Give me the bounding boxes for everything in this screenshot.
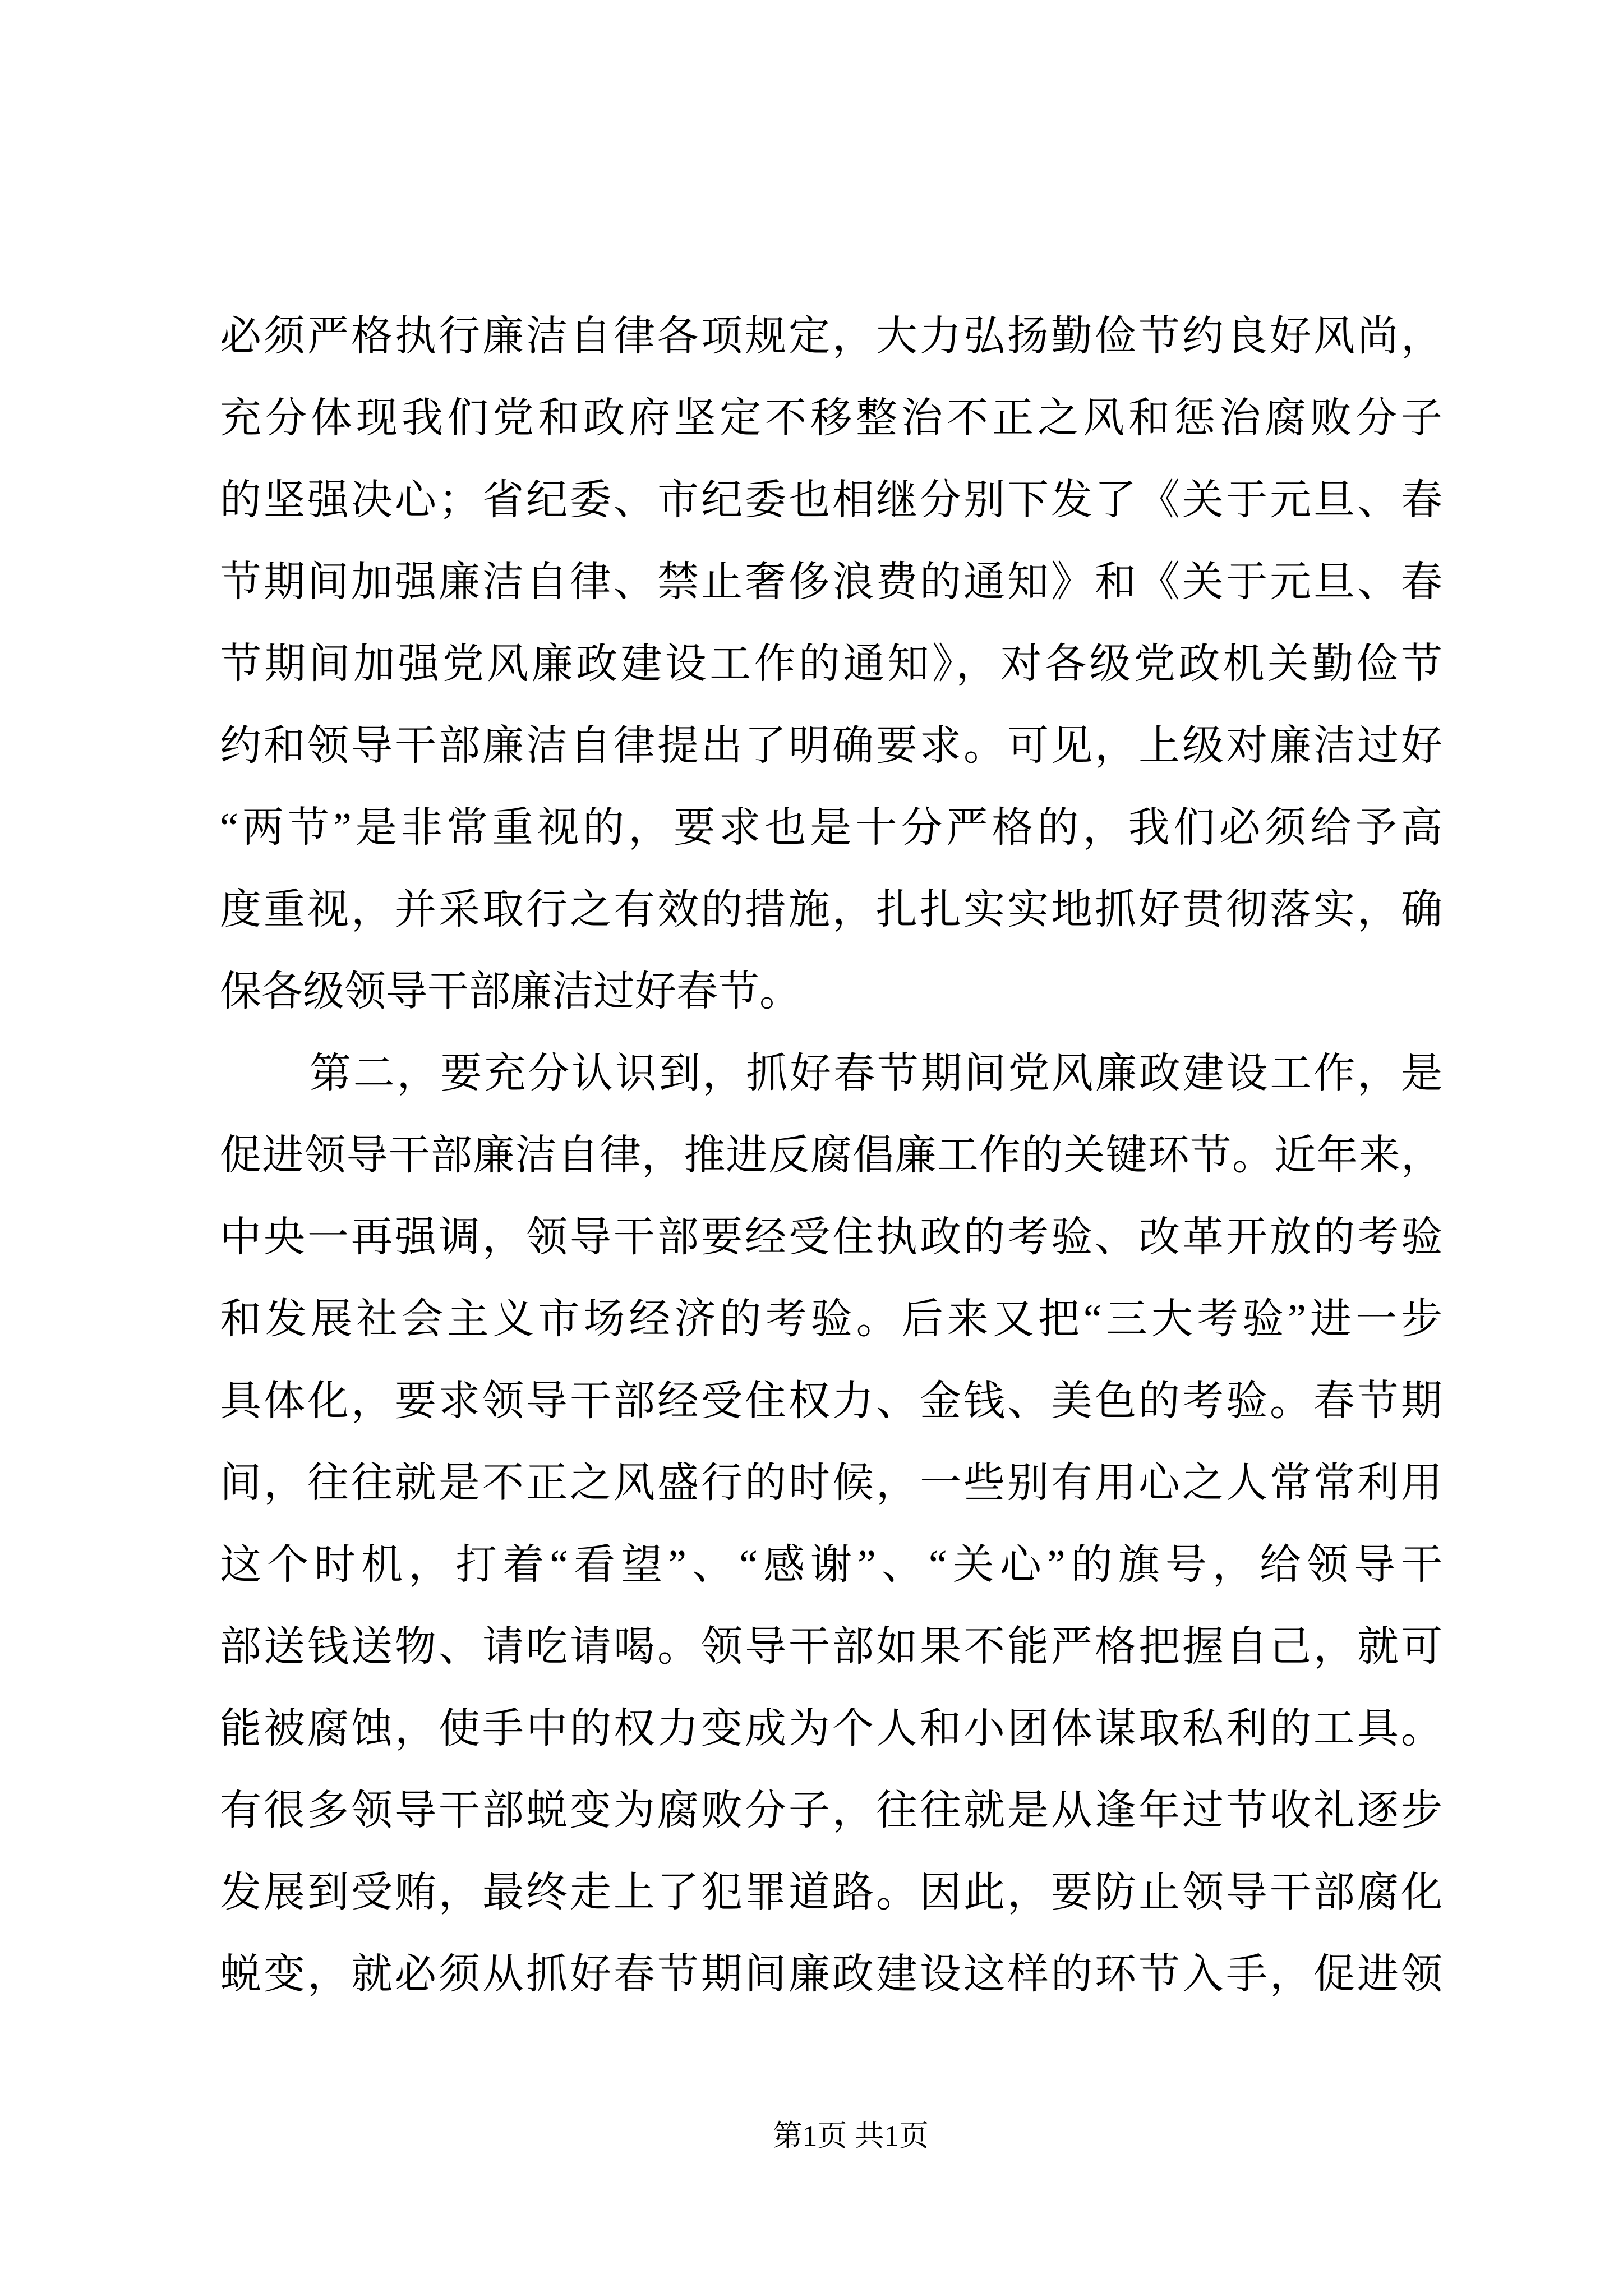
body-line: 发展到受贿，最终走上了犯罪道路。因此，要防止领导干部腐化: [220, 1870, 1442, 1916]
body-line: 度重视，并采取行之有效的措施，扎扎实实地抓好贯彻落实，确: [220, 887, 1442, 933]
body-line: 中央一再强调，领导干部要经受住执政的考验、改革开放的考验: [220, 1214, 1442, 1260]
body-line: 这个时机，打着“看望”、“感谢”、“关心”的旗号，给领导干: [220, 1542, 1442, 1588]
body-line: 第二，要充分认识到，抓好春节期间党风廉政建设工作，是: [310, 1051, 1442, 1097]
body-line: 促进领导干部廉洁自律，推进反腐倡廉工作的关键环节。近年来，: [220, 1133, 1442, 1179]
body-line: 充分体现我们党和政府坚定不移整治不正之风和惩治腐败分子: [220, 395, 1442, 441]
body-line: 节期间加强廉洁自律、禁止奢侈浪费的通知》和《关于元旦、春: [220, 559, 1442, 605]
body-line: 有很多领导干部蜕变为腐败分子，往往就是从逢年过节收礼逐步: [220, 1788, 1442, 1834]
body-line: 能被腐蚀，使手中的权力变成为个人和小团体谋取私利的工具。: [220, 1706, 1442, 1752]
page-number-label: 第1页 共1页: [772, 2120, 929, 2152]
body-line: 约和领导干部廉洁自律提出了明确要求。可见，上级对廉洁过好: [220, 723, 1442, 769]
body-line: 部送钱送物、请吃请喝。领导干部如果不能严格把握自己，就可: [220, 1624, 1442, 1670]
body-line: 的坚强决心；省纪委、市纪委也相继分别下发了《关于元旦、春: [220, 477, 1442, 523]
body-line: 节期间加强党风廉政建设工作的通知》，对各级党政机关勤俭节: [220, 641, 1442, 687]
body-line: 蜕变，就必须从抓好春节期间廉政建设这样的环节入手，促进领: [220, 1952, 1442, 1998]
body-line: 具体化，要求领导干部经受住权力、金钱、美色的考验。春节期: [220, 1378, 1442, 1424]
body-line: “两节”是非常重视的，要求也是十分严格的，我们必须给予高: [220, 805, 1442, 851]
page-footer: [0, 2119, 1623, 2153]
body-line: 保各级领导干部廉洁过好春节。: [220, 969, 801, 1015]
body-line: 间，往往就是不正之风盛行的时候，一些别有用心之人常常利用: [220, 1460, 1442, 1506]
body-line: 和发展社会主义市场经济的考验。后来又把“三大考验”进一步: [220, 1296, 1442, 1342]
document-body: [220, 296, 1442, 2016]
body-line: 必须严格执行廉洁自律各项规定，大力弘扬勤俭节约良好风尚，: [220, 314, 1442, 360]
